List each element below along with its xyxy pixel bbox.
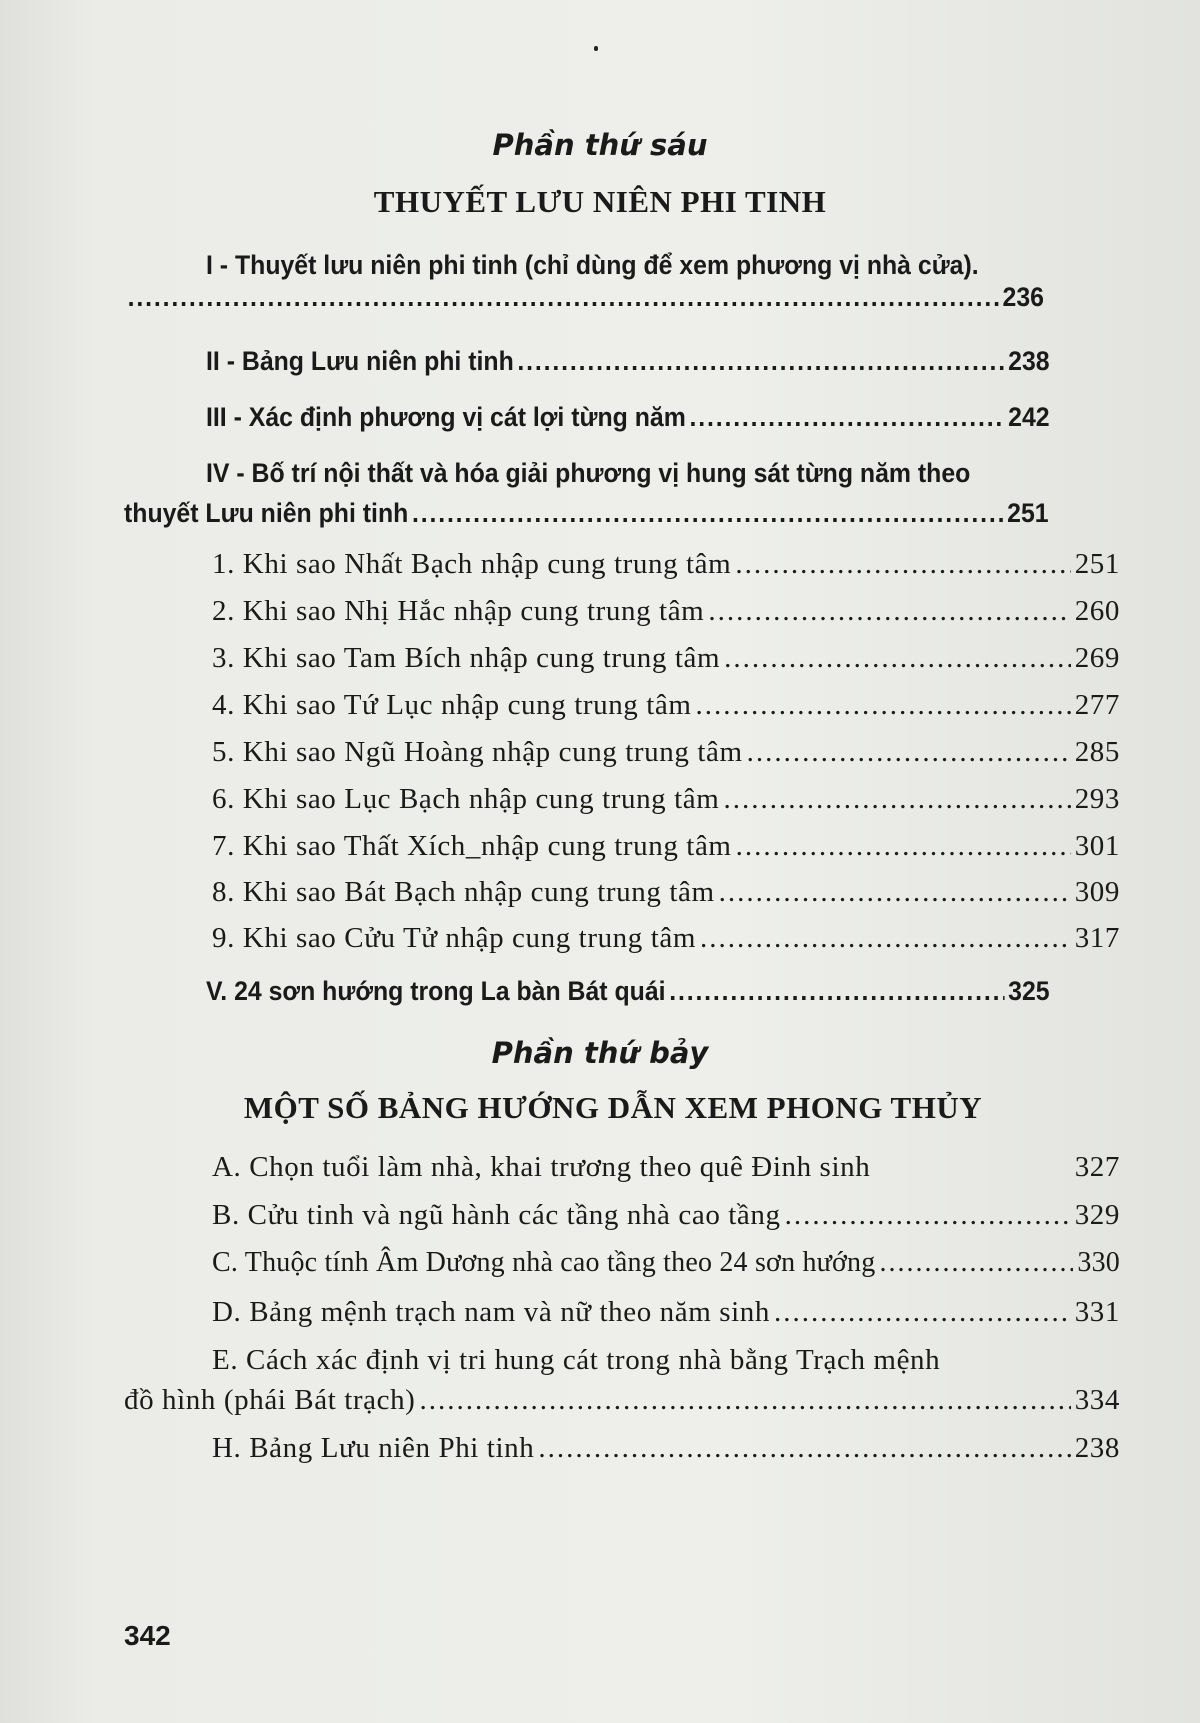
toc-entry-text: C. Thuộc tính Âm Dương nhà cao tầng theo 24 sơn hướng — [212, 1247, 876, 1278]
toc-entry-text: 3. Khi sao Tam Bích nhập cung trung tâm — [212, 642, 721, 674]
toc-subentry-5 — [212, 736, 1120, 769]
toc-entry-iv — [206, 458, 1057, 489]
part-six-title: THUYẾT LƯU NIÊN PHI TINH — [373, 184, 827, 219]
toc-entry-text: V. 24 sơn hướng trong La bàn Bát quái — [206, 976, 666, 1006]
toc-entry-text: 9. Khi sao Cửu Tử nhập cung trung tâm — [212, 922, 697, 954]
toc-subentry-4 — [212, 689, 1120, 722]
dot-leader — [736, 830, 1071, 863]
toc-page-number: 238 — [1074, 1432, 1120, 1464]
toc-entry-v — [206, 976, 1050, 1007]
dot-leader — [723, 783, 1070, 816]
dot-leader — [774, 1296, 1071, 1329]
toc-page-number: 317 — [1074, 922, 1120, 954]
toc-entry-text: 8. Khi sao Bát Bạch nhập cung trung tâm — [212, 876, 715, 908]
toc-page-number: 277 — [1074, 689, 1120, 721]
dot-leader — [696, 689, 1071, 722]
dot-leader — [708, 595, 1070, 628]
dot-leader — [700, 922, 1071, 955]
ink-mark — [594, 46, 598, 51]
toc-entry-text: A. Chọn tuổi làm nhà, khai trương theo quê Đinh sinh — [212, 1151, 871, 1183]
toc-entry-text-cont: thuyết Lưu niên phi tinh — [124, 498, 409, 528]
toc-subentry-9 — [212, 922, 1120, 955]
toc-page-number: 260 — [1074, 595, 1120, 627]
toc-entry-text: H. Bảng Lưu niên Phi tinh — [212, 1432, 535, 1464]
toc-page-number: 329 — [1074, 1199, 1120, 1231]
dot-leader — [669, 976, 1004, 1007]
part-seven-title: MỘT SỐ BẢNG HƯỚNG DẪN XEM PHONG THỦY — [243, 1090, 983, 1125]
toc-entry-e-cont — [124, 1384, 1120, 1417]
toc-entry-text: 5. Khi sao Ngũ Hoàng nhập cung trung tâm — [212, 736, 743, 768]
toc-page-number: 331 — [1074, 1296, 1120, 1328]
toc-entry-i — [206, 250, 997, 281]
toc-entry-text: 2. Khi sao Nhị Hắc nhập cung trung tâm — [212, 595, 705, 627]
toc-entry-iv-cont — [124, 498, 1049, 529]
toc-entry-text: 6. Khi sao Lục Bạch nhập cung trung tâm — [212, 783, 720, 815]
toc-entry-a — [212, 1151, 1120, 1184]
toc-subentry-3 — [212, 642, 1120, 675]
toc-entry-text: 7. Khi sao Thất Xích_nhập cung trung tâm — [212, 830, 732, 862]
dot-leader — [719, 876, 1071, 909]
toc-page-number: 325 — [1008, 976, 1050, 1006]
dot-leader — [724, 642, 1071, 675]
toc-page-number: 238 — [1008, 346, 1050, 376]
toc-subentry-7 — [212, 830, 1120, 863]
dot-leader — [879, 1247, 1073, 1279]
toc-entry-e — [212, 1344, 1124, 1377]
toc-page-number: 293 — [1074, 783, 1120, 815]
part-six-label: Phần thứ sáu — [492, 128, 708, 162]
dot-leader — [689, 402, 1004, 433]
toc-entry-text: B. Cửu tinh và ngũ hành các tầng nhà cao tầng — [212, 1199, 781, 1231]
toc-page-number: 251 — [1007, 498, 1049, 528]
part-seven-label: Phần thứ bảy — [491, 1036, 709, 1070]
toc-page-number: 327 — [1074, 1151, 1120, 1183]
toc-page-number: 269 — [1074, 642, 1120, 674]
toc-entry-text-cont: đồ hình (phái Bát trạch) — [124, 1384, 416, 1416]
toc-entry-text: D. Bảng mệnh trạch nam và nữ theo năm sinh — [212, 1296, 770, 1328]
toc-entry-text: III - Xác định phương vị cát lợi từng năm — [206, 402, 686, 432]
dot-leader — [412, 498, 1003, 529]
dot-leader — [747, 736, 1071, 769]
toc-page-number: 251 — [1074, 548, 1120, 580]
toc-page-number: 236 — [1002, 282, 1044, 312]
toc-entry-text: 1. Khi sao Nhất Bạch nhập cung trung tâm — [212, 548, 732, 580]
toc-subentry-6 — [212, 783, 1120, 816]
toc-entry-i-leader — [124, 282, 1044, 313]
toc-subentry-1 — [212, 548, 1120, 581]
toc-subentry-2 — [212, 595, 1120, 628]
toc-entry-text: I - Thuyết lưu niên phi tinh (chỉ dùng để xem phương vị nhà cửa). — [206, 250, 979, 280]
toc-page-number: 309 — [1074, 876, 1120, 908]
toc-entry-text: E. Cách xác định vị tri hung cát trong nhà bằng Trạch mệnh — [212, 1344, 941, 1376]
dot-leader — [128, 282, 999, 313]
toc-entry-text: IV - Bố trí nội thất và hóa giải phương vị hung sát từng năm theo — [206, 458, 971, 488]
toc-page-number: 334 — [1074, 1384, 1120, 1416]
toc-entry-ii — [206, 346, 1050, 377]
toc-page-number: 242 — [1008, 402, 1050, 432]
toc-page-number: 301 — [1074, 830, 1120, 862]
toc-entry-text: II - Bảng Lưu niên phi tinh — [206, 346, 514, 376]
dot-leader — [517, 346, 1004, 377]
dot-leader — [538, 1432, 1070, 1465]
dot-leader — [735, 548, 1070, 581]
page-number: 342 — [124, 1620, 171, 1651]
toc-page-number: 285 — [1074, 736, 1120, 768]
toc-page-number: 330 — [1077, 1247, 1120, 1278]
dot-leader — [785, 1199, 1071, 1232]
toc-entry-iii — [206, 402, 1050, 433]
toc-entry-b — [212, 1199, 1120, 1232]
toc-entry-h — [212, 1432, 1120, 1465]
toc-entry-text: 4. Khi sao Tứ Lục nhập cung trung tâm — [212, 689, 692, 721]
toc-entry-d — [212, 1296, 1120, 1329]
toc-entry-c — [212, 1247, 1120, 1279]
dot-leader — [419, 1384, 1070, 1417]
toc-subentry-8 — [212, 876, 1120, 909]
